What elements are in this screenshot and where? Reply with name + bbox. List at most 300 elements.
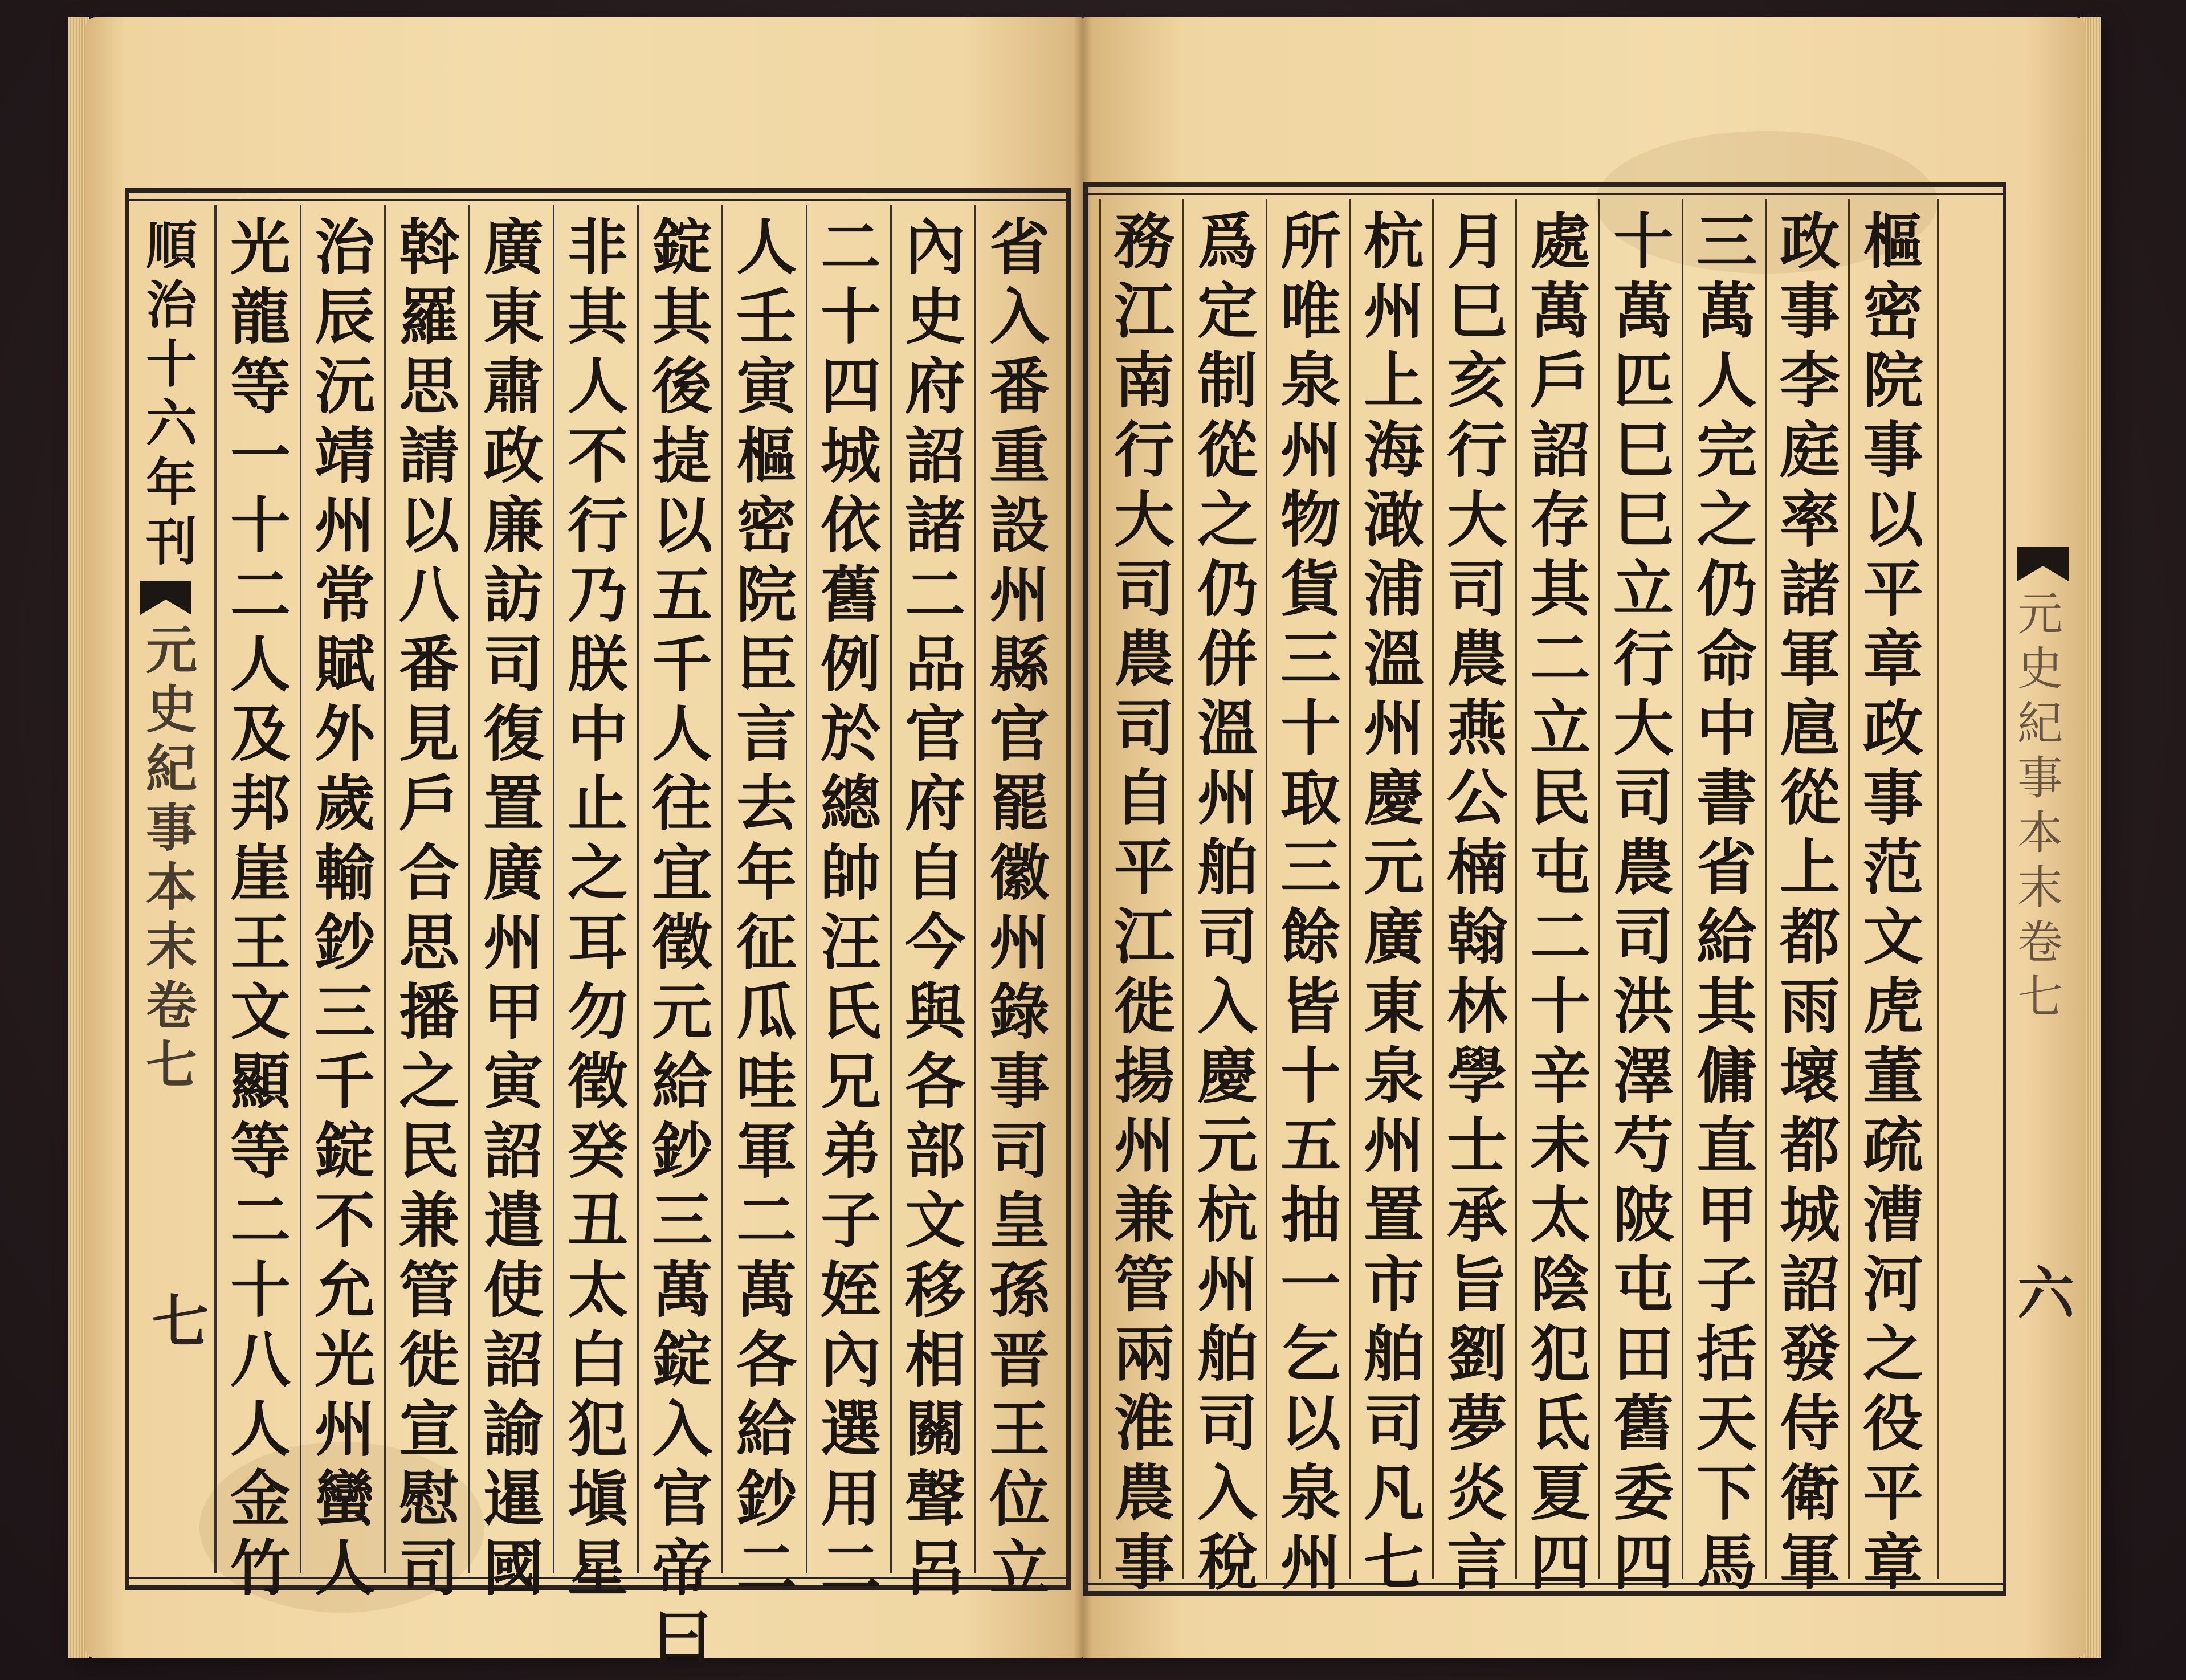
glyph: 河 xyxy=(1863,1249,1923,1320)
glyph: 番 xyxy=(989,350,1050,422)
glyph: 匹 xyxy=(1613,345,1674,416)
glyph: 三 xyxy=(315,976,375,1047)
glyph: 直 xyxy=(1696,1110,1757,1181)
column-rule xyxy=(1099,199,1101,1579)
glyph: 錄 xyxy=(989,976,1050,1047)
glyph: 泉 xyxy=(1280,345,1341,416)
glyph: 弟 xyxy=(821,1115,881,1186)
folio-number: 六 xyxy=(2017,1260,2074,1327)
glyph: 州 xyxy=(989,907,1050,978)
glyph: 宜 xyxy=(652,837,712,908)
glyph: 萬 xyxy=(652,1254,712,1326)
glyph: 紀 xyxy=(146,739,197,799)
column-rule xyxy=(637,205,639,1573)
glyph: 取 xyxy=(1280,762,1341,833)
glyph: 泉 xyxy=(1364,1040,1424,1111)
text-column xyxy=(731,213,802,1603)
glyph: 寅 xyxy=(736,350,797,422)
edition-label xyxy=(146,216,197,572)
glyph: 巳 xyxy=(1613,484,1674,555)
column-rule xyxy=(468,205,470,1573)
glyph: 密 xyxy=(1863,275,1923,346)
glyph: 龍 xyxy=(230,281,291,352)
glyph: 朕 xyxy=(568,629,628,700)
right-margin-strip xyxy=(2012,194,2080,1584)
text-column xyxy=(1774,207,1846,1597)
glyph: 刊 xyxy=(146,512,197,572)
glyph: 書 xyxy=(1696,762,1757,833)
text-column xyxy=(1108,207,1180,1597)
glyph: 司 xyxy=(483,629,544,700)
glyph: 王 xyxy=(230,907,291,978)
glyph: 萬 xyxy=(1613,275,1674,346)
glyph: 邦 xyxy=(230,768,291,839)
glyph: 訪 xyxy=(483,559,544,630)
glyph: 農 xyxy=(1114,1457,1174,1528)
glyph: 辰 xyxy=(315,281,375,352)
glyph: 入 xyxy=(1197,971,1258,1042)
glyph: 耳 xyxy=(568,907,628,978)
glyph: 十 xyxy=(821,281,881,352)
glyph: 立 xyxy=(1613,553,1674,625)
glyph: 四 xyxy=(1530,1527,1590,1598)
glyph: 東 xyxy=(1364,971,1424,1042)
glyph: 發 xyxy=(1780,1318,1840,1389)
glyph: 都 xyxy=(1780,901,1840,972)
glyph: 二 xyxy=(821,211,881,283)
glyph: 州 xyxy=(483,907,544,978)
glyph: 抽 xyxy=(1280,1179,1341,1250)
glyph: 羅 xyxy=(399,281,459,352)
glyph: 燕 xyxy=(1447,692,1507,764)
glyph: 丑 xyxy=(568,1185,628,1256)
glyph: 位 xyxy=(989,1463,1050,1534)
glyph: 汪 xyxy=(821,907,881,978)
glyph: 處 xyxy=(1530,206,1590,277)
glyph: 以 xyxy=(1280,1388,1341,1459)
glyph: 士 xyxy=(1447,1110,1507,1181)
glyph: 金 xyxy=(230,1463,291,1534)
glyph: 從 xyxy=(1780,762,1840,833)
glyph: 宣 xyxy=(399,1393,459,1465)
glyph: 十 xyxy=(1613,206,1674,277)
glyph: 舶 xyxy=(1364,1318,1424,1389)
glyph: 學 xyxy=(1447,1040,1507,1111)
glyph: 中 xyxy=(568,698,628,769)
glyph: 溫 xyxy=(1197,692,1258,764)
glyph: 扈 xyxy=(1780,692,1840,764)
glyph: 廣 xyxy=(1364,901,1424,972)
glyph: 未 xyxy=(1530,1110,1590,1181)
glyph: 徵 xyxy=(568,1046,628,1117)
glyph: 不 xyxy=(568,420,628,491)
glyph: 衛 xyxy=(1780,1457,1840,1528)
glyph: 等 xyxy=(230,1115,291,1186)
glyph: 海 xyxy=(1364,414,1424,486)
column-rule xyxy=(974,205,976,1573)
glyph: 州 xyxy=(1364,1110,1424,1181)
glyph: 農 xyxy=(1114,623,1174,694)
glyph: 諸 xyxy=(1780,553,1840,625)
glyph: 司 xyxy=(1364,1388,1424,1459)
text-column xyxy=(225,213,296,1603)
glyph: 八 xyxy=(399,559,459,630)
glyph: 炎 xyxy=(1447,1457,1507,1528)
glyph: 二 xyxy=(230,1185,291,1256)
glyph: 陰 xyxy=(1530,1249,1590,1320)
glyph: 承 xyxy=(1447,1179,1507,1250)
glyph: 雨 xyxy=(1780,971,1840,1042)
glyph: 給 xyxy=(652,1046,712,1117)
glyph: 卷 xyxy=(2017,916,2063,969)
glyph: 括 xyxy=(1696,1318,1757,1389)
glyph: 元 xyxy=(652,976,712,1047)
glyph: 孫 xyxy=(989,1254,1050,1326)
glyph: 八 xyxy=(230,1324,291,1395)
glyph: 制 xyxy=(1197,345,1258,416)
glyph: 之 xyxy=(1863,1318,1923,1389)
glyph: 省 xyxy=(1696,831,1757,903)
glyph: 疏 xyxy=(1863,1110,1923,1181)
glyph: 亥 xyxy=(1447,345,1507,416)
glyph: 縣 xyxy=(989,629,1050,700)
glyph: 行 xyxy=(568,490,628,561)
glyph: 行 xyxy=(1447,414,1507,486)
glyph: 詔 xyxy=(1530,414,1590,486)
glyph: 夏 xyxy=(1530,1457,1590,1528)
glyph: 給 xyxy=(736,1393,797,1465)
glyph: 府 xyxy=(905,768,965,839)
glyph: 止 xyxy=(568,768,628,839)
glyph: 去 xyxy=(736,768,797,839)
text-column xyxy=(1857,207,1929,1597)
text-column xyxy=(984,213,1055,1603)
column-rule xyxy=(1266,199,1267,1579)
glyph: 及 xyxy=(230,698,291,769)
glyph: 部 xyxy=(905,1115,965,1186)
glyph: 司 xyxy=(1197,1388,1258,1459)
glyph: 三 xyxy=(1280,831,1341,903)
glyph: 顯 xyxy=(230,1046,291,1117)
glyph: 政 xyxy=(483,420,544,491)
glyph: 王 xyxy=(989,1393,1050,1465)
glyph: 入 xyxy=(989,281,1050,352)
glyph: 其 xyxy=(652,281,712,352)
glyph: 聲 xyxy=(905,1463,965,1534)
glyph: 紀 xyxy=(2017,697,2063,750)
glyph: 之 xyxy=(1197,484,1258,555)
glyph: 史 xyxy=(146,679,197,740)
glyph: 子 xyxy=(1696,1249,1757,1320)
glyph: 泉 xyxy=(1280,1457,1341,1528)
glyph: 允 xyxy=(315,1254,375,1326)
glyph: 姪 xyxy=(821,1254,881,1326)
glyph: 七 xyxy=(1364,1527,1424,1598)
glyph: 密 xyxy=(736,490,797,561)
glyph: 事 xyxy=(989,1046,1050,1117)
glyph: 重 xyxy=(989,420,1050,491)
glyph: 犯 xyxy=(1530,1318,1590,1389)
glyph: 與 xyxy=(905,976,965,1047)
glyph: 依 xyxy=(821,490,881,561)
glyph: 田 xyxy=(1613,1318,1674,1389)
glyph: 溫 xyxy=(1364,623,1424,694)
fish-tail-mark xyxy=(2017,547,2069,581)
glyph: 屯 xyxy=(1613,1249,1674,1320)
glyph: 竹 xyxy=(230,1532,291,1604)
glyph: 司 xyxy=(1114,553,1174,625)
glyph: 兩 xyxy=(1114,1318,1174,1389)
glyph: 城 xyxy=(821,420,881,491)
glyph: 人 xyxy=(568,350,628,422)
glyph: 等 xyxy=(230,350,291,422)
glyph: 選 xyxy=(821,1393,881,1465)
glyph: 兄 xyxy=(821,1046,881,1117)
glyph: 哇 xyxy=(736,1046,797,1117)
glyph: 順 xyxy=(146,215,197,276)
glyph: 壬 xyxy=(736,281,797,352)
glyph: 各 xyxy=(736,1324,797,1395)
glyph: 辛 xyxy=(1530,1040,1590,1111)
column-rule xyxy=(1848,199,1850,1579)
glyph: 六 xyxy=(146,393,197,454)
glyph: 元 xyxy=(1364,831,1424,903)
glyph: 置 xyxy=(483,768,544,839)
glyph: 乃 xyxy=(568,559,628,630)
glyph: 星 xyxy=(568,1532,628,1604)
glyph: 入 xyxy=(1197,1457,1258,1528)
glyph: 本 xyxy=(2017,806,2063,859)
glyph: 卷 xyxy=(146,976,197,1036)
glyph: 人 xyxy=(230,1393,291,1465)
glyph: 十 xyxy=(230,1254,291,1326)
glyph: 五 xyxy=(652,559,712,630)
glyph: 五 xyxy=(1280,1110,1341,1181)
glyph: 事 xyxy=(1863,762,1923,833)
glyph: 十 xyxy=(1280,692,1341,764)
glyph: 往 xyxy=(652,768,712,839)
glyph: 州 xyxy=(315,1393,375,1465)
glyph: 杭 xyxy=(1197,1179,1258,1250)
glyph: 章 xyxy=(1863,623,1923,694)
glyph: 末 xyxy=(146,916,197,977)
glyph: 蠻 xyxy=(315,1463,375,1534)
glyph: 千 xyxy=(315,1046,375,1117)
text-column xyxy=(1691,207,1763,1597)
glyph: 林 xyxy=(1447,971,1507,1042)
glyph: 舶 xyxy=(1197,831,1258,903)
glyph: 事 xyxy=(146,798,197,858)
glyph: 其 xyxy=(1530,553,1590,625)
glyph: 院 xyxy=(1863,345,1923,416)
column-rule xyxy=(1765,199,1767,1579)
glyph: 乞 xyxy=(1280,1318,1341,1389)
glyph: 董 xyxy=(1863,1040,1923,1111)
glyph: 一 xyxy=(1280,1249,1341,1320)
glyph: 徙 xyxy=(399,1324,459,1395)
left-margin-strip xyxy=(134,205,214,1573)
glyph: 院 xyxy=(736,559,797,630)
glyph: 行 xyxy=(1613,623,1674,694)
glyph: 餘 xyxy=(1280,901,1341,972)
glyph: 平 xyxy=(1863,1457,1923,1528)
glyph: 仍 xyxy=(1696,553,1757,625)
glyph: 元 xyxy=(146,620,197,680)
glyph: 人 xyxy=(315,1532,375,1604)
glyph: 一 xyxy=(230,420,291,491)
glyph: 萬 xyxy=(736,1254,797,1326)
glyph: 瓜 xyxy=(736,976,797,1047)
glyph: 文 xyxy=(230,976,291,1047)
glyph: 呂 xyxy=(905,1532,965,1604)
glyph: 物 xyxy=(1280,484,1341,555)
glyph: 戶 xyxy=(1530,345,1590,416)
glyph: 漕 xyxy=(1863,1179,1923,1250)
glyph: 官 xyxy=(652,1463,712,1534)
glyph: 李 xyxy=(1780,345,1840,416)
glyph: 十 xyxy=(146,334,197,394)
glyph: 屯 xyxy=(1530,831,1590,903)
glyph: 年 xyxy=(146,452,197,513)
column-rule xyxy=(1349,199,1351,1579)
glyph: 癸 xyxy=(568,1115,628,1186)
glyph: 三 xyxy=(1696,206,1757,277)
glyph: 史 xyxy=(905,281,965,352)
folio-number: 七 xyxy=(152,1288,209,1355)
glyph: 存 xyxy=(1530,484,1590,555)
glyph: 人 xyxy=(230,629,291,700)
glyph: 治 xyxy=(315,211,375,283)
glyph: 思 xyxy=(399,350,459,422)
glyph: 以 xyxy=(399,490,459,561)
glyph: 立 xyxy=(989,1532,1050,1604)
column-rule xyxy=(300,205,301,1573)
glyph: 官 xyxy=(905,698,965,769)
glyph: 市 xyxy=(1364,1249,1424,1320)
glyph: 用 xyxy=(821,1463,881,1534)
glyph: 中 xyxy=(1696,692,1757,764)
glyph: 虎 xyxy=(1863,971,1923,1042)
glyph: 七 xyxy=(2017,971,2063,1024)
glyph: 南 xyxy=(1114,345,1174,416)
glyph: 言 xyxy=(736,698,797,769)
glyph: 以 xyxy=(1863,484,1923,555)
glyph: 諸 xyxy=(905,490,965,561)
glyph: 芍 xyxy=(1613,1110,1674,1181)
glyph: 子 xyxy=(821,1185,881,1256)
glyph: 其 xyxy=(568,281,628,352)
fish-tail-mark xyxy=(140,581,191,615)
glyph: 太 xyxy=(1530,1179,1590,1250)
glyph: 巳 xyxy=(1447,275,1507,346)
glyph: 勿 xyxy=(568,976,628,1047)
glyph: 馬 xyxy=(1696,1527,1757,1598)
glyph: 貨 xyxy=(1280,553,1341,625)
glyph: 凡 xyxy=(1364,1457,1424,1528)
glyph: 管 xyxy=(1114,1249,1174,1320)
glyph: 廣 xyxy=(483,211,544,283)
glyph: 舊 xyxy=(1613,1388,1674,1459)
glyph: 自 xyxy=(1114,762,1174,833)
glyph: 晋 xyxy=(989,1324,1050,1395)
glyph: 之 xyxy=(1696,484,1757,555)
glyph: 入 xyxy=(652,1393,712,1465)
glyph: 庭 xyxy=(1780,414,1840,486)
text-column xyxy=(1192,207,1263,1597)
text-column xyxy=(815,213,887,1603)
glyph: 江 xyxy=(1114,901,1174,972)
column-rule xyxy=(215,205,217,1573)
glyph: 鈔 xyxy=(652,1115,712,1186)
column-rule xyxy=(1598,199,1600,1579)
text-column xyxy=(1608,207,1679,1597)
column-rule xyxy=(890,205,892,1573)
glyph: 番 xyxy=(399,629,459,700)
glyph: 二 xyxy=(821,1532,881,1604)
glyph: 錠 xyxy=(652,1324,712,1395)
glyph: 文 xyxy=(905,1185,965,1256)
glyph: 甲 xyxy=(483,976,544,1047)
glyph: 上 xyxy=(1364,345,1424,416)
glyph: 犯 xyxy=(568,1393,628,1465)
glyph: 月 xyxy=(1447,206,1507,277)
glyph: 州 xyxy=(1280,1527,1341,1598)
glyph: 四 xyxy=(1613,1527,1674,1598)
glyph: 夢 xyxy=(1447,1388,1507,1459)
glyph: 各 xyxy=(905,1046,965,1117)
glyph: 年 xyxy=(736,837,797,908)
glyph: 慶 xyxy=(1197,1040,1258,1111)
glyph: 氐 xyxy=(1530,1388,1590,1459)
column-rule xyxy=(384,205,386,1573)
glyph: 民 xyxy=(1530,762,1590,833)
glyph: 給 xyxy=(1696,901,1757,972)
glyph: 播 xyxy=(399,976,459,1047)
column-rule xyxy=(806,205,807,1573)
glyph: 非 xyxy=(568,211,628,283)
glyph: 杭 xyxy=(1364,206,1424,277)
column-rule xyxy=(1515,199,1517,1579)
glyph: 寅 xyxy=(483,1046,544,1117)
glyph: 官 xyxy=(989,698,1050,769)
glyph: 司 xyxy=(989,1115,1050,1186)
glyph: 崖 xyxy=(230,837,291,908)
glyph: 平 xyxy=(1114,831,1174,903)
column-rule xyxy=(1432,199,1434,1579)
glyph: 皇 xyxy=(989,1185,1050,1256)
glyph: 史 xyxy=(2017,642,2063,695)
glyph: 徽 xyxy=(989,837,1050,908)
glyph: 斡 xyxy=(399,211,459,283)
glyph: 人 xyxy=(1696,345,1757,416)
glyph: 州 xyxy=(1280,414,1341,486)
text-column xyxy=(1275,207,1347,1597)
glyph: 州 xyxy=(1197,1249,1258,1320)
glyph: 曰 xyxy=(652,1602,712,1673)
glyph: 關 xyxy=(905,1393,965,1465)
volume-title xyxy=(2017,587,2063,1025)
glyph: 州 xyxy=(1197,762,1258,833)
glyph: 城 xyxy=(1780,1179,1840,1250)
glyph: 復 xyxy=(483,698,544,769)
glyph: 州 xyxy=(989,559,1050,630)
glyph: 暹 xyxy=(483,1463,544,1534)
glyph: 十 xyxy=(1280,1040,1341,1111)
glyph: 治 xyxy=(146,275,197,335)
glyph: 司 xyxy=(1613,901,1674,972)
glyph: 見 xyxy=(399,698,459,769)
glyph: 肅 xyxy=(483,350,544,422)
